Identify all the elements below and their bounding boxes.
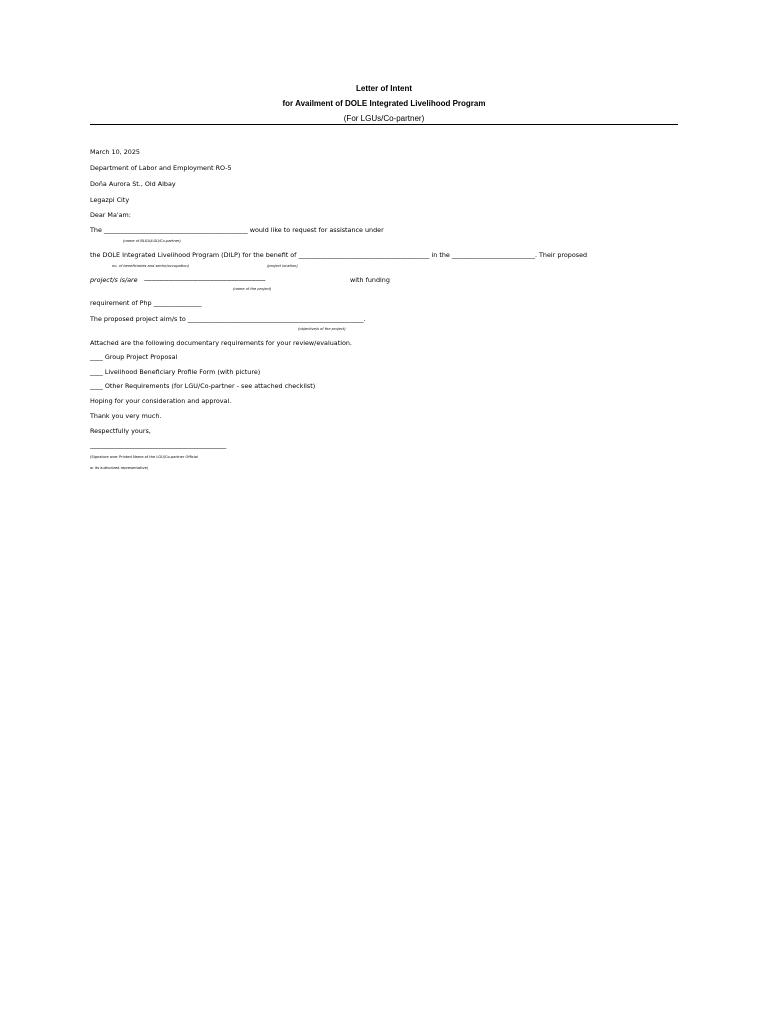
paragraph-1-line-1: The _____________________________________________ would like to request for assistance under [90, 226, 384, 234]
funding-requirement: requirement of Php _______________ [90, 299, 202, 307]
document-audience: (For LGUs/Co-partner) [343, 114, 425, 123]
with-funding-text: with funding [350, 276, 390, 284]
recipient-line-2: Doña Aurora St., Old Albay [90, 180, 176, 188]
hint-beneficiaries: no. of beneficiaries and sector/occupation) [112, 264, 190, 268]
project-label: project/s is/are [90, 276, 138, 284]
signature-hint-1: (Signature over Printed Name of the LGU/Co-partner Official [90, 455, 198, 459]
hoping-text: Hoping for your consideration and approval. [90, 397, 232, 405]
signature-hint-2: or its authorized representative) [90, 466, 149, 470]
hint-lgu-name: (name of BLGU/LGU/Co-partner) [123, 239, 181, 243]
requirement-item-3: ____ Other Requirements (for LGU/Co-partner - see attached checklist) [90, 382, 316, 390]
requirement-item-2: ____ Livelihood Beneficiary Profile Form (with picture) [90, 368, 261, 376]
salutation: Dear Ma'am: [90, 211, 131, 219]
aim-line: The proposed project aim/s to _______________________________________________________. [90, 315, 366, 323]
hint-project-name: (name of the project) [233, 287, 272, 291]
hint-location: (project location) [267, 264, 298, 268]
document-subtitle: for Availment of DOLE Integrated Livelihood Program [282, 99, 486, 108]
requirement-item-1: ____ Group Project Proposal [90, 353, 178, 361]
recipient-line-1: Department of Labor and Employment RO-5 [90, 164, 232, 172]
recipient-line-3: Legazpi City [90, 196, 130, 204]
paragraph-1-line-2: the DOLE Integrated Livelihood Program (DILP) for the benefit of _________________________________________ in the __________________________. Their proposed [90, 251, 588, 259]
document-title: Letter of Intent [356, 84, 412, 93]
letter-date: March 10, 2025 [90, 148, 140, 156]
thanks-text: Thank you very much. [90, 412, 162, 420]
hint-objectives: (objective/s of the project) [298, 327, 346, 331]
project-blank: ----------------------------------------------------------------------- [144, 276, 266, 284]
attached-text: Attached are the following documentary requirements for your review/evaluation. [90, 339, 352, 347]
closing-text: Respectfully yours, [90, 427, 151, 435]
signature-line: _______________________________________________ [90, 441, 227, 449]
header-rule [90, 124, 678, 125]
